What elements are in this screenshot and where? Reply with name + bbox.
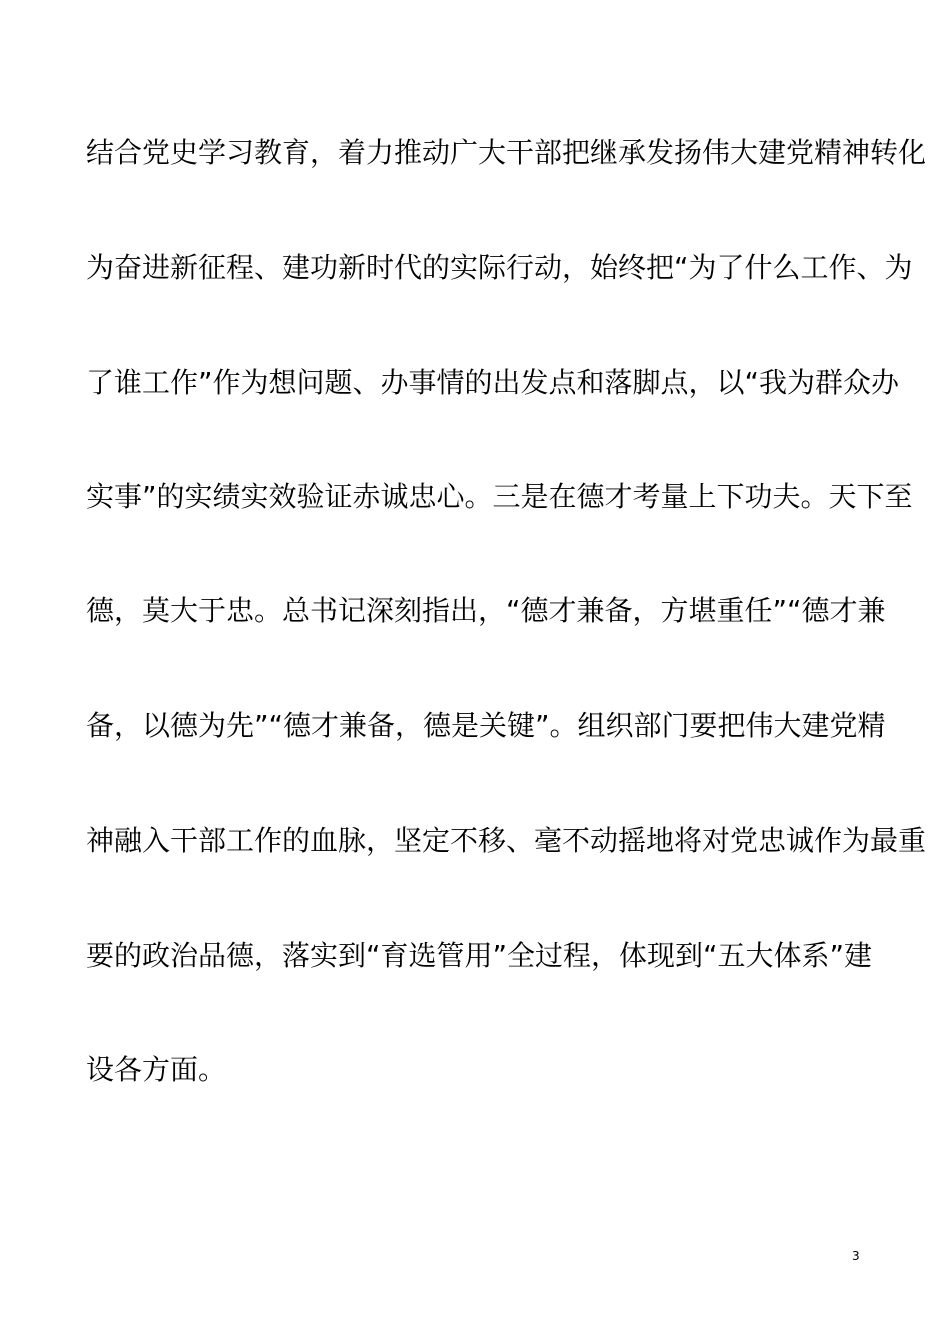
body-text-line-3: 了谁工作”作为想问题、办事情的出发点和落脚点，以“我为群众办 <box>86 366 900 399</box>
body-text-line-6: 备，以德为先”“德才兼备，德是关键”。组织部门要把伟大建党精 <box>86 709 886 742</box>
body-text-line-1: 结合党史学习教育，着力推动广大干部把继承发扬伟大建党精神转化 <box>86 136 927 169</box>
body-text-line-4: 实事”的实绩实效验证赤诚忠心。三是在德才考量上下功夫。天下至 <box>86 480 913 513</box>
body-text-line-5: 德，莫大于忠。总书记深刻指出，“德才兼备，方堪重任”“德才兼 <box>86 594 886 627</box>
body-text-line-8: 要的政治品德，落实到“育选管用”全过程，体现到“五大体系”建 <box>86 939 873 972</box>
body-text-line-2: 为奋进新征程、建功新时代的实际行动，始终把“为了什么工作、为 <box>86 251 913 284</box>
body-text-line-9: 设各方面。 <box>86 1053 227 1086</box>
body-text-line-7: 神融入干部工作的血脉，坚定不移、毫不动摇地将对党忠诚作为最重 <box>86 824 927 857</box>
page-number: 3 <box>852 1249 860 1263</box>
